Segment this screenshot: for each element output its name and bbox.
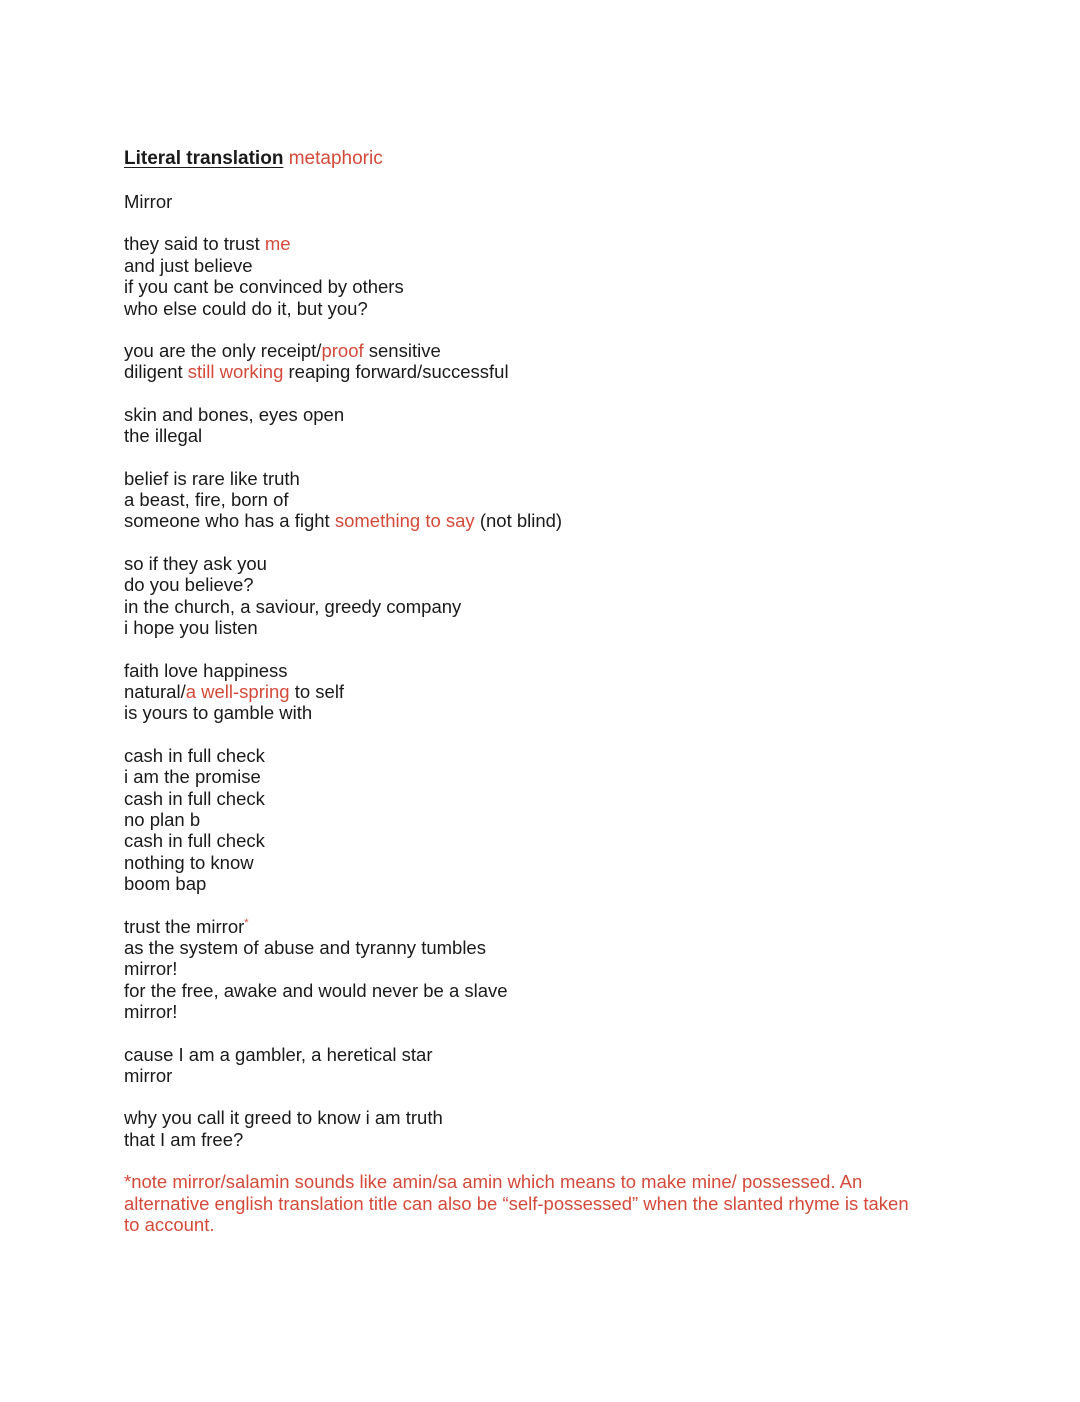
poem-stanza [124,745,954,895]
poem-line [124,745,954,766]
heading-literal-translation: Literal translation [124,148,284,169]
literal-segment: that I am free? [124,1128,244,1150]
literal-segment: the illegal [124,425,203,447]
poem-line [124,574,954,595]
poem-line [124,1001,954,1022]
literal-segment: if you cant be convinced by others [124,276,404,298]
poem-line [124,1065,954,1086]
literal-segment: no plan b [124,808,201,830]
literal-segment: who else could do it, but you? [124,297,368,319]
literal-segment: someone who has a fight [124,510,335,532]
literal-segment: why you call it greed to know i am truth [124,1107,443,1129]
heading-metaphoric: metaphoric [288,148,383,169]
poem-line [124,916,954,937]
poem-stanza [124,468,954,532]
poem-line [124,830,954,851]
metaphoric-segment: still working [187,361,284,383]
poem-stanza [124,233,954,319]
literal-segment: boom bap [124,873,207,895]
poem-line [124,788,954,809]
poem-line [124,255,954,276]
poem-title: Mirror [124,191,173,212]
poem-line [124,510,954,531]
poem-line [124,298,954,319]
poem-body [124,233,954,1150]
literal-segment: i am the promise [124,766,261,788]
poem-line [124,1107,954,1128]
poem-line [124,425,954,446]
poem-line [124,596,954,617]
poem-line [124,809,954,830]
literal-segment: mirror [124,1065,173,1086]
literal-segment: you are the only receipt/ [124,340,322,362]
poem-line [124,980,954,1001]
literal-segment: and just believe [124,254,253,276]
literal-segment: nothing to know [124,851,254,873]
document-page [124,148,954,1235]
poem-line [124,681,954,702]
poem-line [124,489,954,510]
literal-segment: in the church, a saviour, greedy company [124,595,462,617]
literal-segment: cash in full check [124,830,265,852]
metaphoric-segment: a well-spring [185,680,290,702]
poem-line [124,873,954,894]
literal-segment: cash in full check [124,787,265,809]
poem-line [124,617,954,638]
poem-line [124,660,954,681]
document-heading [124,148,954,172]
poem-line [124,702,954,723]
translation-note: *note mirror/salamin sounds like amin/sa amin which means to make mine/ possessed. An alternative english translation title can also be “self-possessed” when the slanted rhyme is taken to account. [124,1171,909,1236]
literal-segment: reaping forward/successful [283,361,509,383]
literal-segment: faith love happiness [124,659,288,681]
poem-stanza [124,1107,954,1150]
footnote-marker: * [244,916,249,929]
literal-segment: is yours to gamble with [124,702,313,724]
literal-segment: to self [289,680,345,702]
poem-line [124,937,954,958]
poem-line [124,1044,954,1065]
metaphoric-segment: me [264,233,291,255]
literal-segment: (not blind) [474,510,563,532]
literal-segment: mirror! [124,1001,178,1023]
literal-segment: for the free, awake and would never be a slave [124,979,508,1001]
poem-line [124,233,954,254]
literal-segment: diligent [124,361,188,383]
poem-stanza [124,404,954,447]
literal-segment: cash in full check [124,744,265,766]
literal-segment: skin and bones, eyes open [124,403,345,425]
literal-segment: belief is rare like truth [124,467,300,489]
poem-stanza [124,660,954,724]
poem-line [124,468,954,489]
literal-segment: they said to trust [124,233,265,255]
poem-line [124,361,954,382]
literal-segment: a beast, fire, born of [124,489,289,511]
literal-segment: do you believe? [124,574,254,596]
poem-line [124,553,954,574]
poem-stanza [124,340,954,383]
literal-segment: sensitive [363,340,441,362]
poem-line [124,1129,954,1150]
poem-stanza [124,916,954,1023]
metaphoric-segment: proof [321,340,364,362]
poem-stanza [124,553,954,639]
literal-segment: cause I am a gambler, a heretical star [124,1043,433,1065]
poem-line [124,852,954,873]
literal-segment: i hope you listen [124,617,258,639]
metaphoric-segment: something to say [334,510,475,532]
literal-segment: natural/ [124,680,186,702]
poem-line [124,340,954,361]
literal-segment: trust the mirror [124,915,245,937]
literal-segment: as the system of abuse and tyranny tumbles [124,936,486,958]
poem-line [124,276,954,297]
literal-segment: mirror! [124,958,178,980]
poem-stanza [124,1044,954,1087]
literal-segment: so if they ask you [124,552,267,574]
poem-line [124,958,954,979]
poem-line [124,404,954,425]
poem-line [124,766,954,787]
